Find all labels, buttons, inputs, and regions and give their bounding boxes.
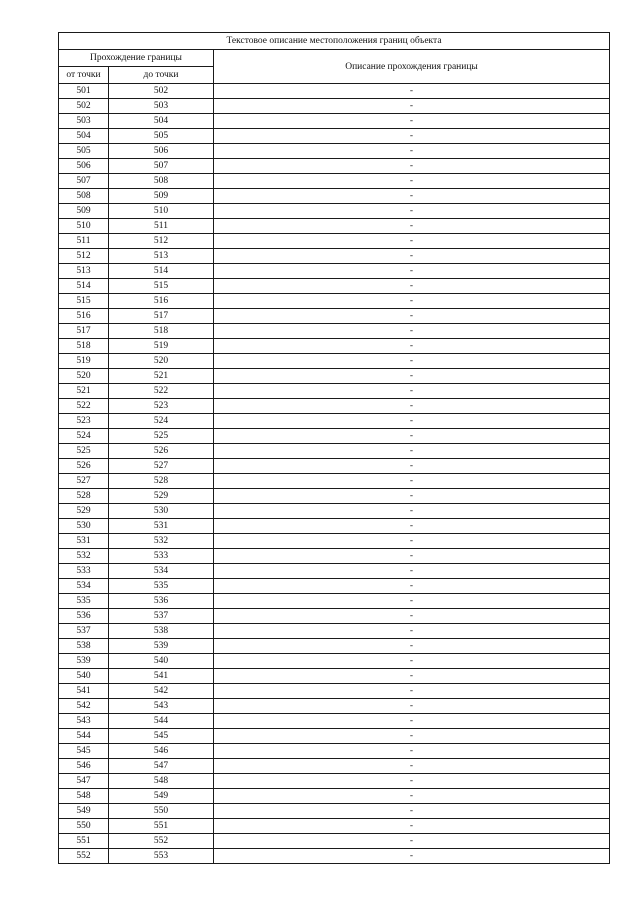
description-cell: - <box>214 699 610 714</box>
to-point-cell: 531 <box>109 519 214 534</box>
from-point-cell: 534 <box>59 579 109 594</box>
table-row <box>59 369 610 384</box>
table-row <box>59 669 610 684</box>
from-point-cell: 519 <box>59 354 109 369</box>
description-cell: - <box>214 789 610 804</box>
table-row <box>59 129 610 144</box>
to-point-cell: 505 <box>109 129 214 144</box>
table-row <box>59 564 610 579</box>
table-row <box>59 504 610 519</box>
to-point-cell: 533 <box>109 549 214 564</box>
table-row <box>59 84 610 99</box>
table-row <box>59 594 610 609</box>
to-point-cell: 528 <box>109 474 214 489</box>
to-point-cell: 502 <box>109 84 214 99</box>
description-cell: - <box>214 459 610 474</box>
from-point-cell: 545 <box>59 744 109 759</box>
table-row <box>59 204 610 219</box>
table-row <box>59 639 610 654</box>
to-point-cell: 520 <box>109 354 214 369</box>
to-point-cell: 536 <box>109 594 214 609</box>
table-body <box>59 84 610 864</box>
column-header-from-point: от точки <box>59 67 109 84</box>
from-point-cell: 518 <box>59 339 109 354</box>
from-point-cell: 535 <box>59 594 109 609</box>
description-cell: - <box>214 384 610 399</box>
to-point-cell: 552 <box>109 834 214 849</box>
to-point-cell: 547 <box>109 759 214 774</box>
description-cell: - <box>214 369 610 384</box>
from-point-cell: 502 <box>59 99 109 114</box>
description-cell: - <box>214 639 610 654</box>
from-point-cell: 517 <box>59 324 109 339</box>
description-cell: - <box>214 564 610 579</box>
description-cell: - <box>214 489 610 504</box>
from-point-cell: 548 <box>59 789 109 804</box>
from-point-cell: 549 <box>59 804 109 819</box>
to-point-cell: 541 <box>109 669 214 684</box>
from-point-cell: 531 <box>59 534 109 549</box>
from-point-cell: 521 <box>59 384 109 399</box>
description-cell: - <box>214 144 610 159</box>
table-row <box>59 174 610 189</box>
description-cell: - <box>214 609 610 624</box>
from-point-cell: 523 <box>59 414 109 429</box>
from-point-cell: 533 <box>59 564 109 579</box>
to-point-cell: 513 <box>109 249 214 264</box>
to-point-cell: 506 <box>109 144 214 159</box>
from-point-cell: 543 <box>59 714 109 729</box>
from-point-cell: 511 <box>59 234 109 249</box>
description-cell: - <box>214 114 610 129</box>
table-row <box>59 579 610 594</box>
description-cell: - <box>214 204 610 219</box>
description-cell: - <box>214 174 610 189</box>
table-row <box>59 399 610 414</box>
to-point-cell: 551 <box>109 819 214 834</box>
from-point-cell: 551 <box>59 834 109 849</box>
table-row <box>59 744 610 759</box>
to-point-cell: 542 <box>109 684 214 699</box>
description-cell: - <box>214 729 610 744</box>
table-row <box>59 474 610 489</box>
from-point-cell: 515 <box>59 294 109 309</box>
description-cell: - <box>214 474 610 489</box>
table-row <box>59 804 610 819</box>
table-row <box>59 684 610 699</box>
table-row <box>59 99 610 114</box>
from-point-cell: 532 <box>59 549 109 564</box>
description-cell: - <box>214 159 610 174</box>
table-row <box>59 654 610 669</box>
from-point-cell: 529 <box>59 504 109 519</box>
description-cell: - <box>214 99 610 114</box>
description-cell: - <box>214 519 610 534</box>
from-point-cell: 544 <box>59 729 109 744</box>
table-row <box>59 234 610 249</box>
from-point-cell: 513 <box>59 264 109 279</box>
description-cell: - <box>214 594 610 609</box>
to-point-cell: 515 <box>109 279 214 294</box>
description-cell: - <box>214 819 610 834</box>
description-cell: - <box>214 744 610 759</box>
from-point-cell: 539 <box>59 654 109 669</box>
description-cell: - <box>214 414 610 429</box>
from-point-cell: 530 <box>59 519 109 534</box>
description-cell: - <box>214 249 610 264</box>
table-row <box>59 354 610 369</box>
description-cell: - <box>214 624 610 639</box>
table-row <box>59 429 610 444</box>
description-cell: - <box>214 234 610 249</box>
table-row <box>59 414 610 429</box>
description-cell: - <box>214 834 610 849</box>
to-point-cell: 539 <box>109 639 214 654</box>
description-cell: - <box>214 429 610 444</box>
from-point-cell: 541 <box>59 684 109 699</box>
from-point-cell: 546 <box>59 759 109 774</box>
to-point-cell: 550 <box>109 804 214 819</box>
from-point-cell: 514 <box>59 279 109 294</box>
table-row <box>59 624 610 639</box>
to-point-cell: 537 <box>109 609 214 624</box>
description-cell: - <box>214 354 610 369</box>
from-point-cell: 506 <box>59 159 109 174</box>
to-point-cell: 504 <box>109 114 214 129</box>
from-point-cell: 504 <box>59 129 109 144</box>
description-cell: - <box>214 444 610 459</box>
from-point-cell: 505 <box>59 144 109 159</box>
table-row <box>59 264 610 279</box>
to-point-cell: 516 <box>109 294 214 309</box>
table-row <box>59 549 610 564</box>
to-point-cell: 549 <box>109 789 214 804</box>
description-cell: - <box>214 129 610 144</box>
table-row <box>59 324 610 339</box>
description-cell: - <box>214 294 610 309</box>
table-row <box>59 789 610 804</box>
from-point-cell: 547 <box>59 774 109 789</box>
from-point-cell: 522 <box>59 399 109 414</box>
from-point-cell: 509 <box>59 204 109 219</box>
description-cell: - <box>214 579 610 594</box>
from-point-cell: 552 <box>59 849 109 864</box>
description-cell: - <box>214 684 610 699</box>
description-cell: - <box>214 714 610 729</box>
to-point-cell: 518 <box>109 324 214 339</box>
table-row <box>59 219 610 234</box>
to-point-cell: 538 <box>109 624 214 639</box>
from-point-cell: 503 <box>59 114 109 129</box>
from-point-cell: 508 <box>59 189 109 204</box>
from-point-cell: 510 <box>59 219 109 234</box>
to-point-cell: 530 <box>109 504 214 519</box>
from-point-cell: 542 <box>59 699 109 714</box>
to-point-cell: 524 <box>109 414 214 429</box>
to-point-cell: 529 <box>109 489 214 504</box>
description-cell: - <box>214 549 610 564</box>
table-row <box>59 699 610 714</box>
description-cell: - <box>214 279 610 294</box>
to-point-cell: 522 <box>109 384 214 399</box>
to-point-cell: 514 <box>109 264 214 279</box>
to-point-cell: 532 <box>109 534 214 549</box>
to-point-cell: 527 <box>109 459 214 474</box>
to-point-cell: 519 <box>109 339 214 354</box>
to-point-cell: 546 <box>109 744 214 759</box>
from-point-cell: 526 <box>59 459 109 474</box>
table-row <box>59 339 610 354</box>
to-point-cell: 511 <box>109 219 214 234</box>
from-point-cell: 536 <box>59 609 109 624</box>
table-title: Текстовое описание местоположения границ объекта <box>59 33 610 50</box>
to-point-cell: 523 <box>109 399 214 414</box>
to-point-cell: 507 <box>109 159 214 174</box>
to-point-cell: 553 <box>109 849 214 864</box>
description-cell: - <box>214 504 610 519</box>
from-point-cell: 550 <box>59 819 109 834</box>
table-row <box>59 849 610 864</box>
table-row <box>59 534 610 549</box>
to-point-cell: 509 <box>109 189 214 204</box>
description-cell: - <box>214 399 610 414</box>
to-point-cell: 535 <box>109 579 214 594</box>
table-row <box>59 384 610 399</box>
description-cell: - <box>214 774 610 789</box>
table-row <box>59 759 610 774</box>
from-point-cell: 516 <box>59 309 109 324</box>
from-point-cell: 512 <box>59 249 109 264</box>
description-cell: - <box>214 84 610 99</box>
from-point-cell: 527 <box>59 474 109 489</box>
table-row <box>59 834 610 849</box>
from-point-cell: 537 <box>59 624 109 639</box>
from-point-cell: 538 <box>59 639 109 654</box>
from-point-cell: 520 <box>59 369 109 384</box>
to-point-cell: 521 <box>109 369 214 384</box>
table-row <box>59 249 610 264</box>
table-row <box>59 609 610 624</box>
description-cell: - <box>214 654 610 669</box>
table-row <box>59 519 610 534</box>
description-cell: - <box>214 849 610 864</box>
table-row <box>59 309 610 324</box>
table-row <box>59 774 610 789</box>
column-header-description: Описание прохождения границы <box>214 50 610 84</box>
description-cell: - <box>214 759 610 774</box>
group-header-boundary-passage: Прохождение границы <box>59 50 214 67</box>
table-row <box>59 279 610 294</box>
to-point-cell: 510 <box>109 204 214 219</box>
description-cell: - <box>214 804 610 819</box>
description-cell: - <box>214 669 610 684</box>
table-row <box>59 159 610 174</box>
from-point-cell: 528 <box>59 489 109 504</box>
column-header-to-point: до точки <box>109 67 214 84</box>
to-point-cell: 534 <box>109 564 214 579</box>
to-point-cell: 508 <box>109 174 214 189</box>
boundary-description-table <box>58 32 610 864</box>
table-row <box>59 189 610 204</box>
description-cell: - <box>214 219 610 234</box>
table-row <box>59 489 610 504</box>
table-row <box>59 819 610 834</box>
from-point-cell: 507 <box>59 174 109 189</box>
from-point-cell: 501 <box>59 84 109 99</box>
table-row <box>59 729 610 744</box>
table-row <box>59 714 610 729</box>
table-row <box>59 294 610 309</box>
to-point-cell: 517 <box>109 309 214 324</box>
from-point-cell: 524 <box>59 429 109 444</box>
table-row <box>59 459 610 474</box>
from-point-cell: 540 <box>59 669 109 684</box>
to-point-cell: 503 <box>109 99 214 114</box>
to-point-cell: 525 <box>109 429 214 444</box>
to-point-cell: 543 <box>109 699 214 714</box>
table-row <box>59 114 610 129</box>
to-point-cell: 540 <box>109 654 214 669</box>
to-point-cell: 548 <box>109 774 214 789</box>
table-row <box>59 444 610 459</box>
description-cell: - <box>214 534 610 549</box>
to-point-cell: 544 <box>109 714 214 729</box>
description-cell: - <box>214 189 610 204</box>
to-point-cell: 545 <box>109 729 214 744</box>
from-point-cell: 525 <box>59 444 109 459</box>
to-point-cell: 526 <box>109 444 214 459</box>
description-cell: - <box>214 264 610 279</box>
table-row <box>59 144 610 159</box>
description-cell: - <box>214 339 610 354</box>
description-cell: - <box>214 309 610 324</box>
to-point-cell: 512 <box>109 234 214 249</box>
description-cell: - <box>214 324 610 339</box>
